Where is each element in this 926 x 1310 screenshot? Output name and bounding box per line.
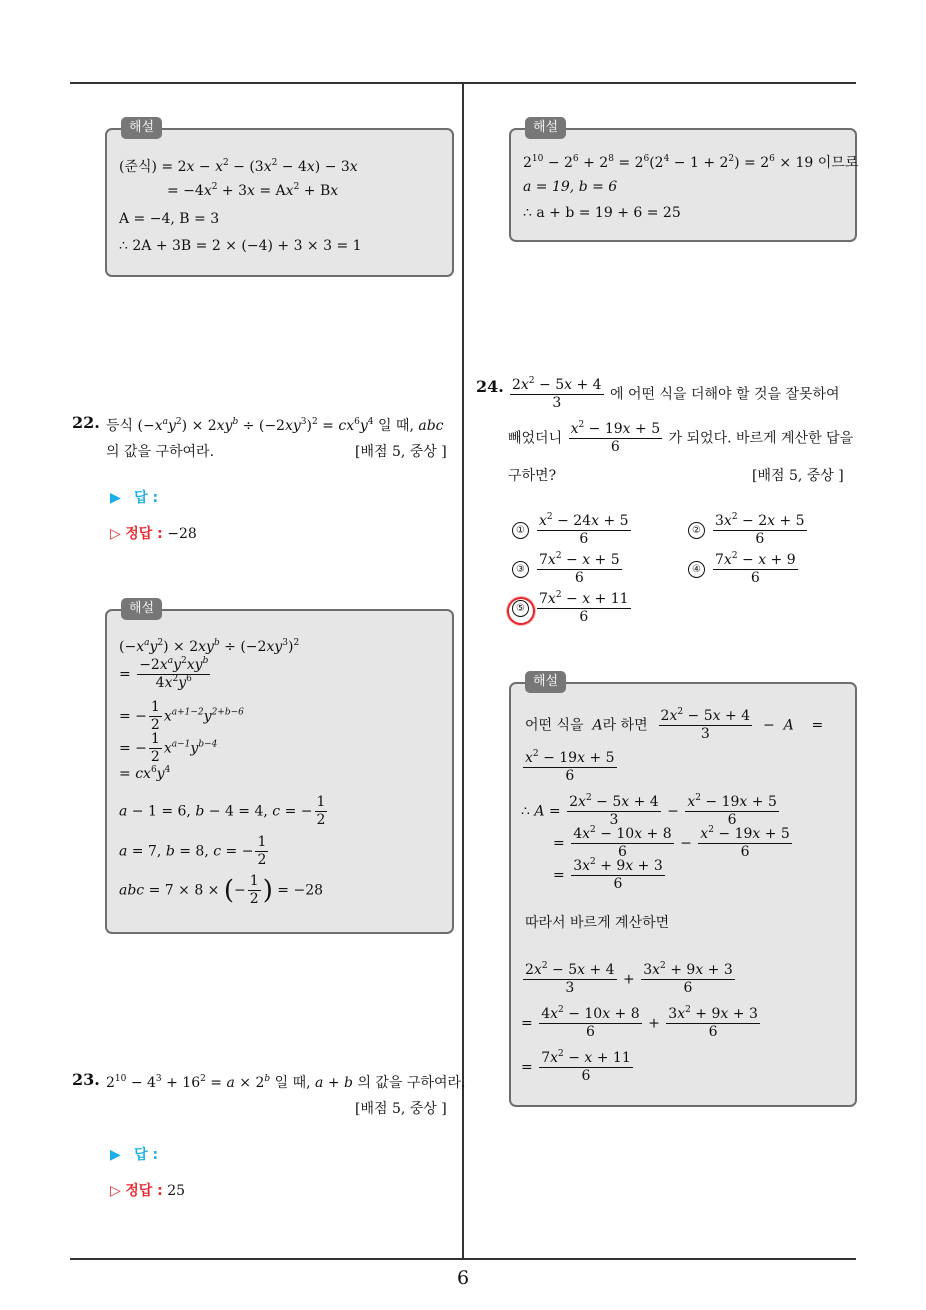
solution-line: $2^{10} - 2^6 + 2^8 = 2^6(2^4 - 1 + 2^2) = 2^6 \times 19$ 이므로 — [523, 154, 859, 171]
outline-arrow-icon: ▷ — [110, 526, 121, 542]
solution-line: a − 1 = 6, b − 4 = 4, c = − $\frac{1}{2}$ — [119, 794, 326, 828]
solution-line: 따라서 바르게 계산하면 — [525, 915, 670, 931]
solution-line: (준식) = $2x - x^2 - (3x^2 - 4x) - 3x$ — [119, 158, 358, 175]
question-meta-22: [배점 5, 중상 ] — [355, 444, 447, 460]
solution-line: = − $\frac{1}{2}$ $x^{a-1}y^{b-4}$ — [119, 731, 218, 765]
question-text-23: $2^{10} - 4^3 + 16^2 = a \times 2^b$ 일 때, a + b 의 값을 구하여라. — [106, 1074, 466, 1091]
solution-line: = $\frac{-2x^ay^2xy^b}{4x^2y^6}$ — [119, 656, 209, 691]
option-5[interactable]: ⑤ $\frac{7x^2 - x + 11}{6}$ — [512, 591, 633, 626]
answer-line-22: ▶ 답 : — [110, 490, 159, 506]
solution-line: $\frac{x^2 - 19x + 5}{6}$ — [525, 749, 615, 784]
solution-line: abc = 7 × 8 × (− $\frac{1}{2}$ ) = −28 — [119, 873, 324, 907]
question-text-22: 등식 $(-x^ay^2) \times 2xy^b \div (-2xy^3)^2 = cx^6y^4$ 일 때, abc — [106, 417, 444, 434]
solution-line: = − $\frac{1}{2}$ $x^{a+1-2}y^{2+b-6}$ — [119, 699, 244, 733]
solution-box-23 — [509, 120, 859, 242]
solution-line: $\frac{2x^2 - 5x + 4}{3}$ + $\frac{3x^2 + 9x + 3}{6}$ — [525, 961, 733, 996]
play-arrow-icon: ▶ — [110, 1147, 121, 1163]
solution-line: = $\frac{3x^2 + 9x + 3}{6}$ — [553, 857, 663, 892]
solution-line: a = 19, b = 6 — [523, 179, 618, 195]
solution-line: ∴ 2A + 3B = 2 × (−4) + 3 × 3 = 1 — [119, 238, 362, 254]
option-2[interactable]: ② $\frac{3x^2 - 2x + 5}{6}$ — [688, 513, 809, 548]
question-number-22: 22. — [72, 413, 100, 432]
solution-line: = $\frac{4x^2 - 10x + 8}{6}$ + $\frac{3x^2 + 9x + 3}{6}$ — [521, 1005, 758, 1040]
solution-line: 어떤 식을 A라 하면 $\frac{2x^2 - 5x + 4}{3}$ − A = — [525, 707, 824, 742]
solution-box-24 — [509, 674, 857, 1107]
solution-line: = $cx^6y^4$ — [119, 765, 171, 782]
correct-answer-22: ▷ 정답 : −28 — [110, 526, 197, 542]
option-4[interactable]: ④ $\frac{7x^2 - x + 9}{6}$ — [688, 552, 800, 587]
question-text-24: $\frac{2x^2 - 5x + 4}{3}$ 에 어떤 식을 더해야 할 것을 잘못하여 — [512, 376, 840, 411]
solution-line: = $\frac{4x^2 - 10x + 8}{6}$ − $\frac{x^2 - 19x + 5}{6}$ — [553, 825, 790, 860]
solution-tag: 해설 — [121, 598, 162, 620]
play-arrow-icon: ▶ — [110, 490, 121, 506]
solution-tag: 해설 — [525, 117, 566, 139]
solution-line: = $-4x^2 + 3x = Ax^2 + Bx$ — [167, 182, 339, 199]
question-text-24-end: 구하면? — [508, 468, 557, 484]
question-meta-24: [배점 5, 중상 ] — [752, 468, 844, 484]
footer-rule — [70, 1258, 856, 1260]
outline-arrow-icon: ▷ — [110, 1183, 121, 1199]
solution-line: $(-x^ay^2) \times 2xy^b \div (-2xy^3)^2$ — [119, 638, 300, 655]
solution-line: a = 7, b = 8, c = − $\frac{1}{2}$ — [119, 834, 267, 868]
solution-line: A = −4, B = 3 — [119, 211, 220, 227]
option-1[interactable]: ① $\frac{x^2 - 24x + 5}{6}$ — [512, 513, 633, 548]
page-number: 6 — [456, 1267, 470, 1289]
correct-answer-23: ▷ 정답 : 25 — [110, 1183, 186, 1199]
solution-tag: 해설 — [121, 117, 162, 139]
solution-box-21 — [105, 120, 454, 277]
solution-line: ∴ A = $\frac{2x^2 - 5x + 4}{3}$ − $\frac{x^2 - 19x + 5}{6}$ — [521, 793, 777, 828]
question-text-22-cont: 의 값을 구하여라. — [106, 444, 215, 460]
question-meta-23: [배점 5, 중상 ] — [355, 1101, 447, 1117]
solution-line: = $\frac{7x^2 - x + 11}{6}$ — [521, 1049, 631, 1084]
solution-line: ∴ a + b = 19 + 6 = 25 — [523, 205, 681, 221]
option-3[interactable]: ③ $\frac{7x^2 - x + 5}{6}$ — [512, 552, 624, 587]
question-number-24: 24. — [476, 377, 504, 396]
solution-box-22 — [105, 601, 454, 934]
solution-tag: 해설 — [525, 671, 566, 693]
question-text-24-cont: 빼었더니 $\frac{x^2 - 19x + 5}{6}$ 가 되었다. 바르게 계산한 답을 — [508, 420, 854, 455]
question-number-23: 23. — [72, 1070, 100, 1089]
answer-line-23: ▶ 답 : — [110, 1147, 159, 1163]
